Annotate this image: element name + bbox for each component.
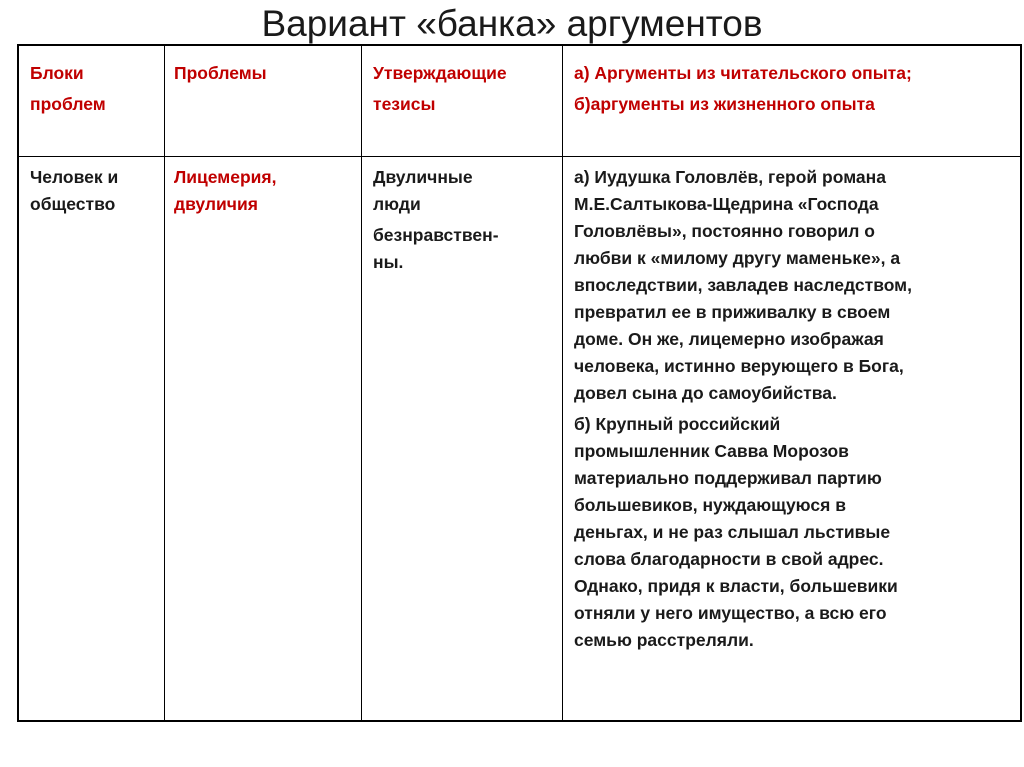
arg-a-line: человека, истинно верующего в Бога, [574, 356, 904, 376]
header-theses-line2: тезисы [373, 94, 436, 114]
header-arguments-line1: а) Аргументы из читательского опыта; [574, 63, 912, 83]
arg-a-line: любви к «милому другу маменьке», а [574, 248, 901, 268]
arg-b-line: материально поддерживал партию [574, 468, 882, 488]
cell-problem-line1: Лицемерия, [174, 167, 277, 187]
arg-b-line: семью расстреляли. [574, 630, 754, 650]
slide-title: Вариант «банка» аргументов [261, 3, 763, 44]
header-arguments [574, 60, 1019, 118]
arg-b-line: слова благодарности в свой адрес. [574, 549, 884, 569]
column-divider-2 [361, 46, 362, 720]
arg-b-line: промышленник Савва Морозов [574, 441, 849, 461]
arg-b-line: большевиков, нуждающуюся в [574, 495, 846, 515]
header-blocks-line2: проблем [30, 94, 106, 114]
header-theses [373, 60, 558, 118]
arg-a-line: Головлёвы», постоянно говорил о [574, 221, 875, 241]
cell-arguments [574, 164, 1019, 654]
cell-thesis-line4: ны. [373, 252, 404, 272]
arg-a-line: доме. Он же, лицемерно изображая [574, 329, 884, 349]
column-divider-3 [562, 46, 563, 720]
cell-problem-line2: двуличия [174, 194, 258, 214]
header-arguments-line2: б)аргументы из жизненного опыта [574, 94, 875, 114]
cell-thesis [373, 164, 558, 276]
cell-thesis-line2: люди [373, 194, 421, 214]
header-blocks-line1: Блоки [30, 63, 84, 83]
cell-block-line1: Человек и [30, 167, 119, 187]
header-problems-text: Проблемы [174, 63, 267, 83]
arg-b-line: отняли у него имущество, а всю его [574, 603, 887, 623]
cell-thesis-line3: безнравствен- [373, 225, 499, 245]
arguments-table [17, 44, 1022, 722]
arg-b-line: б) Крупный российский [574, 414, 781, 434]
arg-a-line: М.Е.Салтыкова-Щедрина «Господа [574, 194, 879, 214]
arg-a-line: превратил ее в приживалку в своем [574, 302, 891, 322]
cell-thesis-line1: Двуличные [373, 167, 473, 187]
header-theses-line1: Утверждающие [373, 63, 507, 83]
arg-a-line: довел сына до самоубийства. [574, 383, 837, 403]
header-row-divider [19, 156, 1020, 157]
arg-a-line: впоследствии, завладев наследством, [574, 275, 912, 295]
column-divider-1 [164, 46, 165, 720]
arg-a-line: а) Иудушка Головлёв, герой романа [574, 167, 886, 187]
cell-problem [174, 164, 354, 218]
header-blocks [30, 60, 160, 118]
arg-b-line: Однако, придя к власти, большевики [574, 576, 898, 596]
cell-block-line2: общество [30, 194, 116, 214]
cell-block [30, 164, 160, 218]
arg-b-line: деньгах, и не раз слышал льстивые [574, 522, 891, 542]
header-problems [174, 60, 354, 87]
